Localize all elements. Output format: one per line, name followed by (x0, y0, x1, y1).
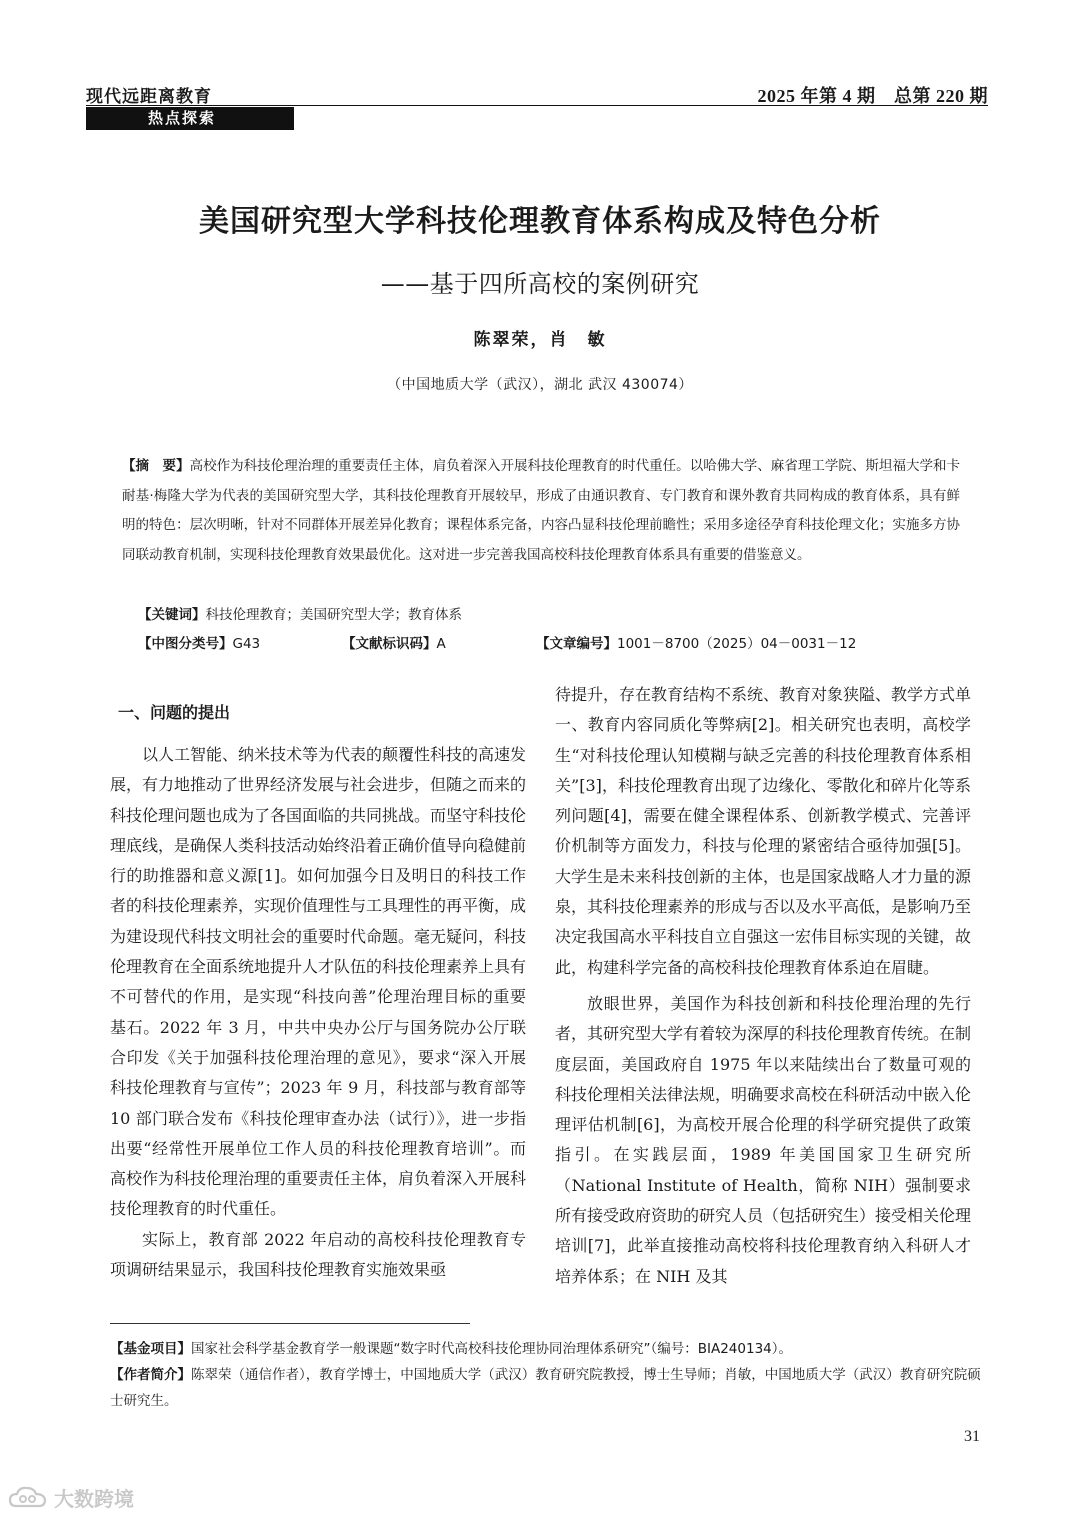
journal-name: 现代远距离教育 (86, 87, 212, 107)
article-number (536, 632, 856, 652)
page-number: 31 (964, 1428, 980, 1445)
header-rule (86, 105, 988, 106)
abstract (122, 452, 960, 570)
clc-label: 【中图分类号】 (138, 636, 233, 652)
body-paragraph: 放眼世界，美国作为科技创新和科技伦理治理的先行者，其研究型大学有着较为深厚的科技伦理教育传统。在制度层面，美国政府自 1975 年以来陆续出台了数量可观的科技伦理相关法律法规，明确要求高校在科研活动中嵌入伦理评估机制[6]，为高校开展合伦理的科学研究提供了政策指引。在实践层面，1989 年美国国家卫生研究所（National Institute of Health，简称 NIH）强制要求所有接受政府资助的研究人员（包括研究生）接受相关伦理培训[7]，此举直接推动高校将科技伦理教育纳入科研人才培养体系；在 NIH 及其 (555, 993, 972, 1286)
footnotes (110, 1336, 990, 1414)
watermark (8, 1482, 134, 1512)
body-column-left (110, 740, 526, 1285)
body-paragraph: 实际上，教育部 2022 年启动的高校科技伦理教育专项调研结果显示，我国科技伦理教育实施效果亟 (110, 1229, 526, 1280)
watermark-text: 大数跨境 (54, 1486, 134, 1511)
doc-code-label: 【文献标识码】 (342, 636, 437, 652)
body-paragraph: 待提升，存在教育结构不系统、教育对象狭隘、教学方式单一、教育内容同质化等弊病[2]。相关研究也表明，高校学生“对科技伦理认知模糊与缺乏完善的科技伦理教育体系相关”[3]，科技伦理教育出现了边缘化、零散化和碎片化等系列问题[4]，需要在健全课程体系、创新教学模式、完善评价机制等方面发力，科技与伦理的紧密结合亟待加强[5]。大学生是未来科技创新的主体，也是国家战略人才力量的源泉，其科技伦理素养的形成与否以及水平高低，是影响乃至决定我国高水平科技自立自强这一宏伟目标实现的关键，故此，构建科学完备的高校科技伦理教育体系迫在眉睫。 (555, 685, 972, 977)
author-note-text: 陈翠荣（通信作者），教育学博士，中国地质大学（武汉）教育研究院教授，博士生导师；肖敏，中国地质大学（武汉）教育研究院硕士研究生。 (110, 1367, 981, 1409)
author-note (110, 1362, 990, 1414)
author-affiliation: （中国地质大学（武汉），湖北 武汉 430074） (387, 377, 693, 393)
section-tag: 热点探索 (86, 107, 294, 130)
cloud-logo-icon (8, 1482, 48, 1512)
keywords (138, 603, 462, 623)
body-paragraph: 以人工智能、纳米技术等为代表的颠覆性科技的高速发展，有力地推动了世界经济发展与社会进步，但随之而来的科技伦理问题也成为了各国面临的共同挑战。而坚守科技伦理底线，是确保人类科技活动始终沿着正确价值导向稳健前行的助推器和意义源[1]。如何加强今日及明日的科技工作者的科技伦理素养，实现价值理性与工具理性的再平衡，成为建设现代科技文明社会的重要时代命题。毫无疑问，科技伦理教育在全面系统地提升人才队伍的科技伦理素养上具有不可替代的作用，是实现“科技向善”伦理治理目标的重要基石。2022 年 3 月，中共中央办公厅与国务院办公厅联合印发《关于加强科技伦理治理的意见》，要求“深入开展科技伦理教育与宣传”；2023 年 9 月，科技部与教育部等 10 部门联合发布《科技伦理审查办法（试行）》，进一步指出要“经常性开展单位工作人员的科技伦理教育培训”。而高校作为科技伦理治理的重要责任主体，肩负着深入开展科技伦理教育的时代重任。 (110, 745, 527, 1219)
article-title: 美国研究型大学科技伦理教育体系构成及特色分析 (199, 204, 881, 239)
clc-number (138, 632, 260, 652)
author-note-label: 【作者简介】 (110, 1367, 191, 1383)
doc-code-value: A (436, 636, 446, 652)
fund-text: 国家社会科学基金教育学一般课题“数字时代高校科技伦理协同治理体系研究”（编号：BIA240134）。 (191, 1341, 792, 1357)
article-number-label: 【文章编号】 (536, 636, 617, 652)
doc-code (342, 632, 446, 652)
keywords-text: 科技伦理教育；美国研究型大学；教育体系 (205, 607, 462, 623)
article-subtitle: ——基于四所高校的案例研究 (380, 270, 700, 298)
clc-value: G43 (232, 636, 261, 652)
keywords-label: 【关键词】 (138, 607, 206, 623)
fund-note (110, 1336, 990, 1362)
body-column-right (555, 680, 971, 1292)
abstract-label: 【摘 要】 (122, 458, 190, 474)
article-number-value: 1001－8700（2025）04－0031－12 (617, 636, 857, 652)
issue-info: 2025 年第 4 期 总第 220 期 (757, 86, 988, 106)
article-authors: 陈翠荣，肖 敏 (473, 330, 607, 350)
section-heading: 一、问题的提出 (118, 703, 231, 722)
footnote-rule (110, 1323, 470, 1324)
fund-label: 【基金项目】 (110, 1341, 191, 1357)
abstract-text: 高校作为科技伦理治理的重要责任主体，肩负着深入开展科技伦理教育的时代重任。以哈佛大学、麻省理工学院、斯坦福大学和卡耐基·梅隆大学为代表的美国研究型大学，其科技伦理教育开展较早，形成了由通识教育、专门教育和课外教育共同构成的教育体系，具有鲜明的特色：层次明晰，针对不同群体开展差异化教育；课程体系完备，内容凸显科技伦理前瞻性；采用多途径孕育科技伦理文化；实施多方协同联动教育机制，实现科技伦理教育效果最优化。这对进一步完善我国高校科技伦理教育体系具有重要的借鉴意义。 (122, 458, 961, 563)
